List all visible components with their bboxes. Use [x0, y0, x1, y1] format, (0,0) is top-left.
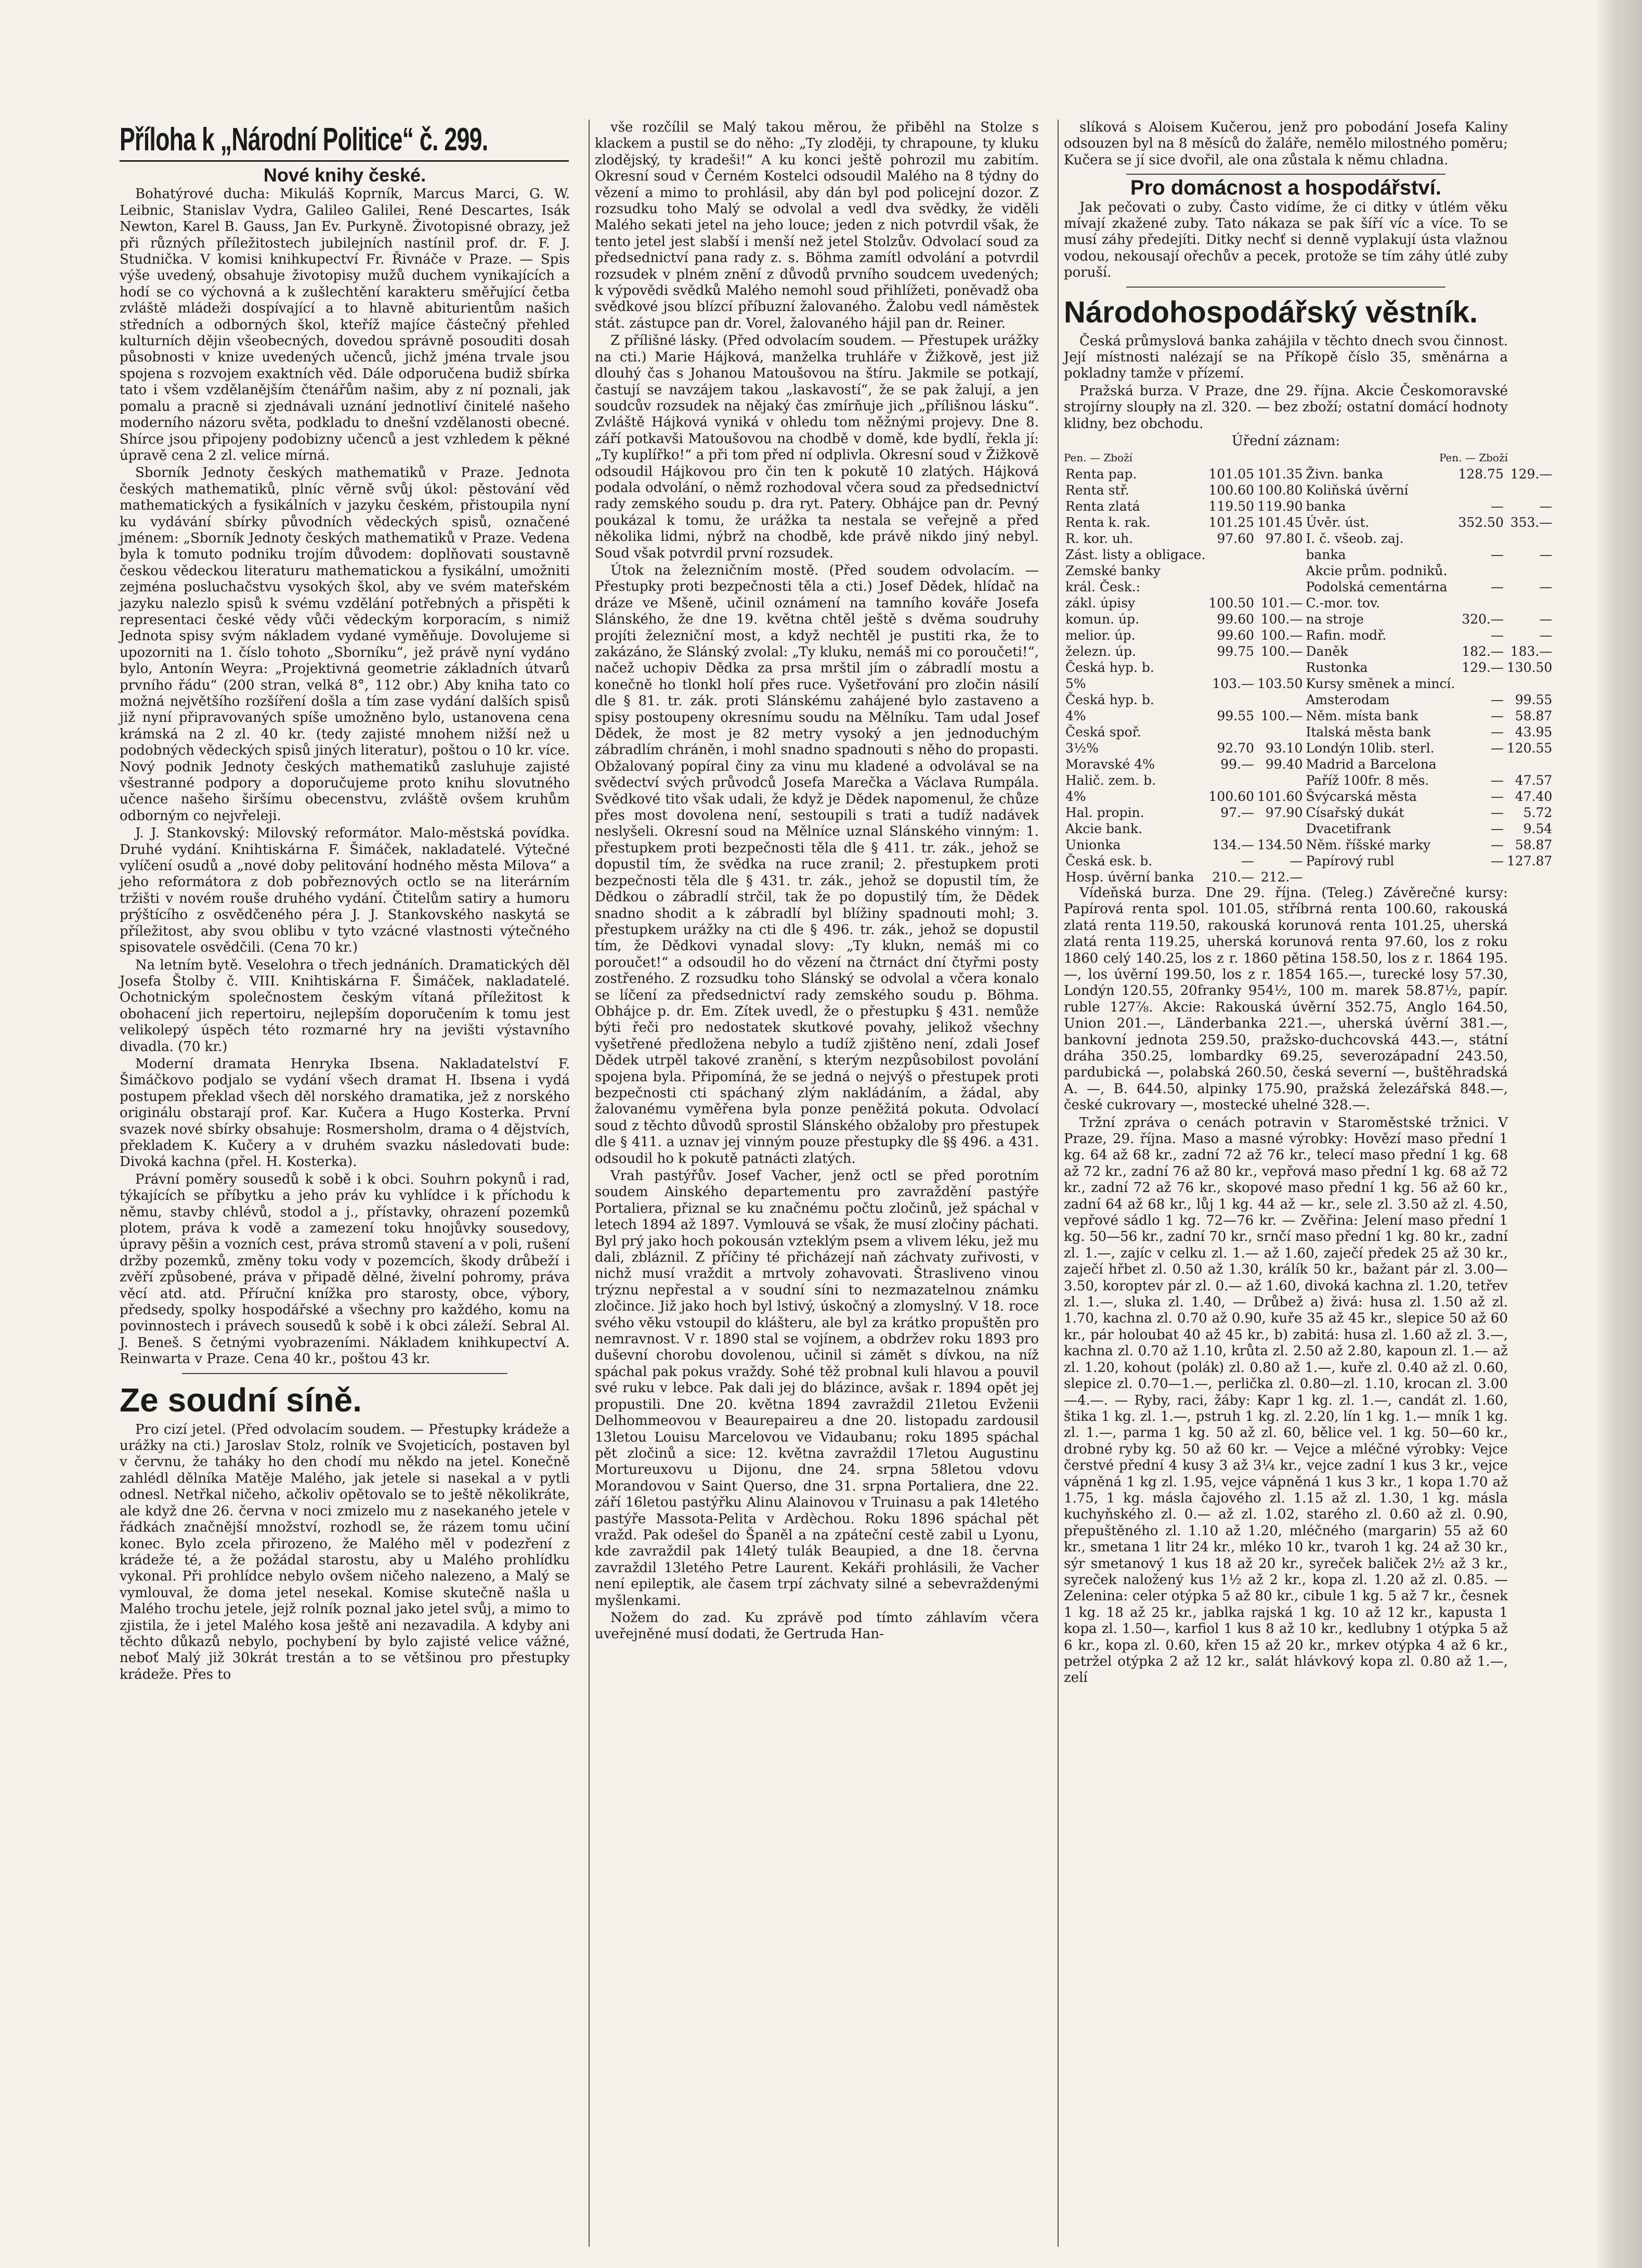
exchange-table: [1064, 466, 1554, 885]
table-cell: 103.—: [1212, 676, 1255, 691]
table-cell: 99.—: [1220, 756, 1255, 772]
table-cell: —: [1539, 547, 1553, 562]
table-cell: 99.55: [1515, 692, 1553, 707]
table-cell: R. kor. uh.: [1065, 530, 1133, 546]
table-cell: Unionka: [1065, 837, 1121, 852]
table-cell: [1207, 772, 1256, 788]
table-cell: [1457, 869, 1505, 885]
table-cell: 352.50: [1458, 514, 1504, 530]
section-title-economy: Národohospodářský věstník.: [1064, 295, 1478, 329]
table-cell: na stroje: [1306, 611, 1364, 627]
table-cell: banka: [1306, 498, 1346, 514]
table-cell: —: [1539, 627, 1553, 643]
table-cell: 119.50: [1208, 498, 1255, 514]
table-cell: [1457, 595, 1505, 611]
table-cell: [1256, 821, 1304, 837]
table-row: [1064, 788, 1554, 805]
table-cell: Renta k. rak.: [1065, 514, 1151, 530]
table-cell: 182.—: [1462, 643, 1504, 659]
table-cell: 97.—: [1220, 805, 1255, 820]
section-divider: [182, 1373, 507, 1374]
table-cell: [1256, 772, 1304, 788]
table-cell: —: [1490, 547, 1504, 562]
table-row: [1064, 514, 1554, 530]
table-cell: 320.—: [1462, 611, 1504, 627]
table-cell: 5%: [1065, 676, 1086, 691]
table-cell: [1256, 563, 1304, 579]
table-cell: [1207, 563, 1256, 579]
table-cell: Podolská cementárna: [1306, 579, 1448, 594]
table-cell: —: [1539, 498, 1553, 514]
table-cell: 100.60: [1208, 788, 1255, 804]
table-cell: 134.50: [1257, 837, 1303, 852]
table-cell: 99.40: [1265, 756, 1303, 772]
table-cell: —: [1490, 692, 1504, 707]
table-cell: 101.25: [1208, 514, 1255, 530]
table-cell: Něm. říšské marky: [1306, 837, 1431, 852]
table-cell: [1207, 547, 1256, 563]
table-cell: Madrid a Barcelona: [1306, 756, 1437, 772]
table-cell: 120.55: [1506, 740, 1553, 756]
table-cell: —: [1490, 788, 1504, 804]
article-paragraph: Pražská burza. V Praze, dne 29. října. Akcie Českomoravské strojírny sloupły na zl. 320. — bez zboží; ostatní domácí hodnoty klidny, bez obchodu.: [1064, 383, 1508, 432]
table-cell: [1505, 482, 1554, 498]
table-sub-left: Pen. — Zboží: [1064, 451, 1133, 464]
article-paragraph: Moderní dramata Henryka Ibsena. Nakladatelství F. Šimáčkovo podjalo se vydání všech dramat H. Ibsena i vydá postupem překlad všech děl norského dramatika, jež z norského originálu obstarají prof. Kar. Kučera a Hugo Kosterka. První svazek nové sbírky obsahuje: Rosmersholm, drama o 4 dějstvích, překladem K. Kučery a v druhém svazku následovati bude: Divoká kachna (přel. H. Kosterka).: [120, 1056, 570, 1170]
table-cell: [1457, 530, 1505, 547]
article-paragraph: Česká průmyslová banka zahájila v těchto dnech svou činnost. Její místnosti nalézají se na Příkopě číslo 35, směnárna a pokladny tamže v přízemí.: [1064, 333, 1508, 382]
table-cell: 100.—: [1260, 708, 1303, 723]
table-cell: —: [1289, 853, 1303, 869]
section-title-books: Nové knihy české.: [263, 164, 426, 186]
table-row: [1064, 821, 1554, 837]
table-row: [1064, 466, 1554, 482]
table-cell: 99.75: [1217, 643, 1255, 659]
table-row: [1064, 837, 1554, 853]
table-cell: [1457, 756, 1505, 772]
table-cell: 93.10: [1265, 740, 1303, 756]
table-cell: 47.57: [1515, 772, 1553, 788]
article-paragraph: Na letním bytě. Veselohra o třech jednáních. Dramatických děl Josefa Štolby č. VIII. Knihtiskárna F. Šimáček, nakladatelé. Ochotnickým společnostem českým vítaná příležitost k obohacení jich repertoiru, nejlepším doporučením k tomu jest velikolepý úspěch této rozmarné hry na jevišti výstavního divadla. (70 kr.): [120, 957, 570, 1055]
table-cell: 99.60: [1217, 611, 1255, 627]
table-cell: Renta zlatá: [1065, 498, 1140, 514]
column-2: [589, 120, 1044, 2247]
table-cell: 9.54: [1523, 821, 1553, 836]
table-cell: 101.—: [1260, 595, 1303, 611]
table-cell: Daněk: [1306, 643, 1348, 659]
table-cell: Rafin. modř.: [1306, 627, 1387, 643]
table-cell: 3½%: [1065, 740, 1099, 756]
article-paragraph: Z přílišné lásky. (Před odvolacím soudem. — Přestupek urážky na cti.) Marie Hájková, manželka truhláře v Žižkově, jest již dlouhý čas s Johanou Matoušovou na štíru. Jakmile se potkají, častují se navzájem takou „laskavostí“, že se pak žalují, a jen soudcův rozsudek na nějaký čas zmírňuje jich „přílišnou lásku“. Zvláště Hájková vyniká v ohledu tom něžnými projevy. Dne 8. září potkavši Matoušovou na chodbě v domě, kde bydlí, řekla jí: „Ty kuplířko!“ a při tom před ní odplivla. Okresní soud v Žižkově odsoudil Hájkovou pro čin ten k pokutě 10 zlatých. Hájková podala odvolání, o němž rozhodoval včera soud za předsednictví rady zemského soudu p. dra ryt. Patery. Obhájce pan dr. Pevný poukázal k tomu, že urážka ta nestala se veřejně a před několika lidmi, nýbrž na chodbě, kde právě nikdo jiný nebyl. Soud však potvrdil první rozsudek.: [595, 333, 1039, 561]
table-cell: 101.45: [1257, 514, 1303, 530]
table-cell: I. č. všeob. zaj.: [1306, 530, 1404, 546]
section-divider: [1126, 174, 1445, 175]
table-cell: železn. úp.: [1065, 643, 1136, 659]
table-cell: Česká hyp. b.: [1065, 692, 1154, 707]
table-row: [1064, 482, 1554, 498]
table-row: [1064, 611, 1554, 627]
table-cell: Švýcarská města: [1306, 788, 1417, 804]
table-cell: komun. úp.: [1065, 611, 1140, 627]
table-cell: —: [1490, 579, 1504, 594]
table-cell: Paříž 100fr. 8 měs.: [1306, 772, 1429, 788]
table-cell: Kursy směnek a mincí.: [1306, 676, 1455, 691]
table-cell: —: [1490, 772, 1504, 788]
article-paragraph: Tržní zpráva o cenách potravin v Staroměstské tržnici. V Praze, 29. října. Maso a masné výrobky: Hovězí maso přední 1 kg. 64 až 68 kr., zadní 72 až 76 kr., telecí maso přední 1 kg. 68 až 72 kr., zadní 76 až 80 kr., vepřová maso přední 1 kg. 68 až 72 kr., zadní 72 až 76 kr., skopové maso přední 1 kg. 56 až 60 kr., zadní 64 až 68 kr., lůj 1 kg. 44 až — kr., sele zl. 3.50 až zl. 4.50, vepřové sádlo 1 kg. 72—76 kr. — Zvěřina: Jelení maso přední 1 kg. 50—56 kr., zadní 70 kr., srnčí maso přední 1 kg. 80 kr., zadní zl. 1.—, zajíc v celku zl. 1.— až 1.60, zaječí předek 25 až 30 kr., zaječí hřbet zl. 0.50 až 1.30, králík 50 kr., bažant pár zl. 3.00—3.50, koroptev pár zl. 0.— až 1.60, divoká kachna zl. 1.20, tetřev zl. 1.—, sluka zl. 1.40, — Drůbež a) živá: husa zl. 1.50 až zl. 1.70, kachna zl. 0.70 až 0.90, kuře 35 až 45 kr., slepice 50 až 60 kr., pár holoubat 40 až 45 kr., b) zabitá: husa zl. 1.60 až zl. 3.—, kachna zl. 0.70 až 1.10, krůta zl. 2.50 až 2.80, kapoun zl. 1.— až zl. 1.20, kohout (polák) zl. 0.80 až 1.—, kuře zl. 0.40 až zl. 0.60, slepice zl. 0.70—1.—, perlička zl. 0.80—zl. 1.10, krocan zl. 3.00—4.—. — Ryby, raci, žáby: Kapr 1 kg. zl. 1.—, candát zl. 1.60, štika 1 kg. zl. 1.—, pstruh 1 kg. zl. 2.20, lín 1 kg. 1.— mník 1 kg. zl. 1.—, parma 1 kg. 50 až zl. 60, bělice vel. 1 kg. 50—60 kr., drobné ryby kg. 50 až 60 kr. — Vejce a mléčné výrobky: Vejce čerstvé přední 4 kusy 3 až 3¼ kr., vejce zadní 1 kus 3 kr., vejce vápněná 1 kg zl. 1.95, vejce vápněná 1 kus 3 kr., 1 kopa 1.70 až 1.75, 1 kg. másla čajového zl. 1.15 až zl. 1.30, 1 kg. másla kuchyňského zl. 0.— až zl. 1.02, starého zl. 0.60 až zl. 0.90, přepuštěného zl. 1.10 až 1.20, mléčného (margarin) 55 až 60 kr., smetana 1 litr 24 kr., mléko 10 kr., tvaroh 1 kg. 24 až 30 kr., sýr smetanový 1 kus 18 až 20 kr., syreček baliček 2½ až 3 kr., syreček naložený kus 1½ až 2 kr., kopa zl. 1.20 až zl. 0.85. — Zelenina: celer otýpka 5 až 80 kr., cibule 1 kg. 5 až 7 kr., česnek 1 kg. 18 až 25 kr., jablka rajská 1 kg. 10 až 12 kr., kapusta 1 kopa zl. 1.50—, karfiol 1 kus 8 až 10 kr., kedlubny 1 otýpka 5 až 6 kr., kopa zl. 0.60, křen 15 až 20 kr., mrkev otýpka 4 až 6 kr., petržel otýpka 2 až 12 kr., salát hlávkový kopa zl. 0.80 až 1.—, zelí: [1064, 1114, 1508, 1686]
table-cell: 130.50: [1506, 659, 1553, 675]
table-cell: [1505, 869, 1554, 885]
article-paragraph: slíková s Aloisem Kučerou, jenž pro pobodání Josefa Kaliny odsouzen byl na 8 měsíců do žaláře, nemělo milostného poměru; Kučera se jí sice dvořil, ale ona zůstala k němu chladna.: [1064, 120, 1508, 168]
table-row: [1064, 659, 1554, 676]
table-cell: král. Česk.:: [1065, 579, 1141, 594]
table-cell: 212.—: [1260, 869, 1303, 885]
table-cell: 128.75: [1458, 466, 1504, 482]
table-cell: 129.—: [1462, 659, 1504, 675]
masthead: Příloha k „Národní Politice“ č. 299.: [120, 120, 569, 162]
table-cell: 4%: [1065, 788, 1086, 804]
table-cell: Česká hyp. b.: [1065, 659, 1154, 675]
table-cell: 100.—: [1260, 627, 1303, 643]
table-row: [1064, 853, 1554, 869]
table-cell: Koliňská úvěrní: [1306, 482, 1409, 498]
table-cell: 127.87: [1506, 853, 1553, 869]
article-paragraph: Nožem do zad. Ku zprávě pod tímto záhlavím včera uveřejněné musí dodati, že Gertruda Han-: [595, 1610, 1039, 1642]
table-cell: [1256, 547, 1304, 563]
table-cell: [1505, 756, 1554, 772]
table-cell: [1505, 676, 1554, 692]
table-cell: 99.60: [1217, 627, 1255, 643]
table-cell: 100.60: [1208, 482, 1255, 498]
table-cell: [1457, 563, 1505, 579]
table-cell: [1256, 724, 1304, 740]
table-cell: [1207, 659, 1256, 676]
table-cell: [1505, 563, 1554, 579]
table-cell: Renta stř.: [1065, 482, 1129, 498]
article-paragraph: Právní poměry sousedů k sobě i k obci. Souhrn pokynů i rad, týkajících se příbytku a jeho práv ku vyhlídce i k příchodu k němu, stavby chlévů, stodol a j., přístavky, ohrazení pozemků plotem, práva k vodě a zamezení toku hnojůvky sousedovy, úpravy pěšin a vozních cest, práva stromů stavení a v poli, rušení držby pozemků, změny toku vody v pozemcích, škody drůbeží i zvěří způsobené, práva v připadě dělné, živelní pohromy, práva věcí atd. atd. Příruční knížka pro starosty, obce, výbory, předsedy, spolky hospodářské a všechny pro každého, komu na povinnostech i právech sousedů k sobě i k obci záleží. Sebral Al. J. Beneš. S četnými vyobrazeními. Nákladem knihkupectví A. Reinwarta v Praze. Cena 40 kr., poštou 43 kr.: [120, 1171, 570, 1367]
table-cell: 100.80: [1257, 482, 1303, 498]
table-cell: Hal. propin.: [1065, 805, 1144, 820]
table-cell: [1505, 595, 1554, 611]
page-edge-shadow: [1595, 0, 1642, 2268]
table-cell: 43.95: [1515, 724, 1553, 740]
table-cell: —: [1490, 805, 1504, 820]
table-row: [1064, 692, 1554, 708]
table-cell: melior. úp.: [1065, 627, 1136, 643]
article-paragraph: Útok na železničním mostě. (Před soudem odvolacím. — Přestupky proti bezpečnosti těla a cti.) Josef Dědek, hlídač na dráze ve Mšeně, učinil oznámení na tamního kováře Josefa Slánského, že dne 19. května chtěl ještě s dvěma soudruhy projíti železniční most, a když nechtěl je pustiti rka, že to zakázáno, že Slánský zvolal: „Ty kluku, nemáš mi co poroučeti!“, načež uchopiv Dědka za prsa mrštil jím o zábradlí mostu a konečně ho tlonkl holí přes ruce. Vyšetřování pro zločin násilí dle § 81. tr. zák. proti Slánskému zahájené bylo zastaveno a spisy postoupeny okresnímu soudu na Mělníku. Tam udal Josef Dědek, že most je 82 metry vysoký a jen jednoduchým zábradlím chráněn, i mohl snadno spadnouti s něho do propasti. Obžalovaný popíral činy za vinu mu kladené a odvolával se na svědectví svých průvodců Josefa Marečka a Václava Rumpála. Svědkové tito však udali, že když je Dědek napomenul, že chůze přes most dovolena není, sestoupili s trati a tudíž nadávek neslyšeli. Okresní soud na Mělníce uznal Slánského vinným: 1. přestupkem proti bezpečnosti těla dle § 411. tr. zák., jehož se dopustil tím, že svědka na ruce zranil; 2. přestupkem proti bezpečnosti těla dle § 431. tr. zák., jehož se dopustil tím, že Dědkou o zábradlí strčil, tak že po dopustilý tím, že Dědek snadno shodit a k zábradlí byl blížiny spadnouti mohl; 3. přestupkem urážky na cti dle § 496. tr. zák., jehož se dopustil tím, že Dědkovi vynadal slovy: „Ty klukn, nemáš mi co poroučet!“ a odsoudil ho do vězení na čtrnáct dní čtyřmi posty zostřeného. Z rozsudku toho Slánský se odvolal a včera konalo se líčení za předsednictví rady zemského soudu p. Böhma. Obhájce p. dr. Em. Zítek uvedl, že o přestupku § 431. nemůže býti řeči pro nedostatek skutkové povahy, jelikož všechny vyšetřené předložena nebylo a tudíž zjištěno není, zdali Josef Dědek utrpěl takové zranění, s kterým nezpůsobilost povolání spojena byla. Připomíná, že se jedná o nejvýš o přestupek proti bezpečnosti cti spáchaný zlým nakládáním, a žádal, aby žalovanému vyměřena byla ponze peněžitá pokuta. Odvolací soud z těchto důvodů sprostil Slánského obžaloby pro přestupek dle § 411. a uznav jej vinným pouze přestupky dle §§ 496. a 431. odsoudil ho k pokutě patnácti zlatých.: [595, 562, 1039, 1167]
table-row: [1064, 805, 1554, 821]
table-cell: 5.72: [1523, 805, 1553, 820]
table-row: [1064, 563, 1554, 579]
table-cell: Rustonka: [1306, 659, 1368, 675]
table-cell: Zást. listy a obligace.: [1065, 547, 1206, 562]
article-paragraph: Sborník Jednoty českých mathematiků v Praze. Jednota českých mathematiků, plníc věrně svůj úkol: pěstování věd mathematických a fysikálních v jazyku českém, přistoupila nyní ku vydávání sbírky původních vědeckých spisů, označené jménem: „Sborník Jednoty českých mathematiků v Praze. Vedena byla k tomuto podniku trojím důvodem: doplňovati soustavně českou vědeckou literaturu mathematickou a fysikální, umožniti zejména posluchačstvu vysokých škol, aby ve svém mateřském jazyku nalezlo spisů k svému vzdělání potřebných a přispěti k representaci české vědy vůči vědeckým korporacím, s nimiž Jednota spisy svým nákladem vydané vyměňuje. Dovolujeme si upozorniti na 1. číslo tohoto „Sborníku“, jež právě nyní vydáno bylo, Antonín Weyra: „Projektivná geometrie základních útvarů prvního řádu“ (200 stran, velká 8°, 112 obr.) Aby kniha tato co možná největšího rozšíření došla a tím zase vydání dalších spisů již nyní připravovaných spíše umožněno bylo, ustanovena cena krámská na 2 zl. 40 kr. (tedy zajisté mnohem nižší než u podobných vědeckých spisů jiných literatur), poštou o 10 kr. více. Nový podnik Jednoty českých mathematiků zasluhuje zajisté všestranné podpory a doporučujeme proto knihu slovutného učence našeho širšímu obecenstvu, zvláště ovšem kruhům odborným co nejvřeleji.: [120, 465, 570, 824]
table-cell: Renta pap.: [1065, 466, 1137, 482]
table-cell: —: [1490, 498, 1504, 514]
table-cell: —: [1490, 708, 1504, 723]
table-cell: Halič. zem. b.: [1065, 772, 1156, 788]
table-cell: 103.50: [1257, 676, 1303, 691]
table-cell: Císařský dukát: [1306, 805, 1404, 820]
table-cell: [1256, 659, 1304, 676]
section-title-court: Ze soudní síně.: [120, 1381, 362, 1419]
column-1: [120, 120, 575, 2247]
table-title: Úřední záznam:: [1231, 433, 1340, 449]
table-cell: —: [1490, 627, 1504, 643]
table-cell: [1207, 692, 1256, 708]
table-row: [1064, 627, 1554, 643]
table-cell: Něm. místa bank: [1306, 708, 1418, 723]
table-cell: 97.90: [1265, 805, 1303, 820]
table-row: [1064, 740, 1554, 756]
table-cell: 100.50: [1208, 595, 1255, 611]
table-cell: —: [1490, 853, 1504, 869]
table-row: [1064, 756, 1554, 772]
article-paragraph: vše rozčílil se Malý takou měrou, že přiběhl na Stolze s klackem a pustil se do něho: „Ty zloději, ty chrapoune, ty kluku zlodějský, ty kradeši!“ A ku konci ještě pohrozil mu zabitím. Okresní soud v Černém Kostelci odsoudil Malého na 8 týdny do vězení a mimo to prohlásil, aby dán byl pod policejní dozor. Z rozsudku toho Malý se odvolal a vedl dva svědky, že viděli Malého sekati jetel na jeho louce; jeden z nich potvrdil však, že tento jetel jest slabší i menší než jetel Stolzův. Odvolací soud za předsednictví pana rady z. s. Böhma zamítl odvolání a potvrdil rozsudek v plném znění z důvodů prvního soudcem uvedených; k výpovědi svědků Malého nemohl soud přihlížeti, poněvadž oba svědkové jsou blízcí příbuzní žalovaného. Žalobu vedl náměstek stát. zástupce pan dr. Vorel, žalovaného hájil pan dr. Reiner.: [595, 120, 1039, 331]
table-cell: 129.—: [1510, 466, 1553, 482]
table-row: [1064, 708, 1554, 724]
table-cell: 97.60: [1217, 530, 1255, 546]
table-cell: banka: [1306, 547, 1346, 562]
table-row: [1064, 869, 1554, 885]
table-cell: [1256, 579, 1304, 595]
table-cell: Papírový rubl: [1306, 853, 1395, 869]
table-cell: Akcie bank.: [1065, 821, 1143, 836]
column-3: [1058, 120, 1553, 2247]
article-paragraph: Vrah pastýřův. Josef Vacher, jenž octl se před porotním soudem Ainského departementu pro zavraždění pastýře Portaliera, přiznal se ku značnému počtu zločinů, jež spáchal v letech 1894 až 1897. Vymlouvá se však, že musí zločiny páchati. Byl prý jako hoch pokousán vzteklým psem a vlivem léku, jež mu dali, zbláznil. Z příčiny té přicházejí naň záchvaty zuřivosti, v nichž musí vraždit a mrtvoly zohavovati. Štrasliveno vinou trýznu nepřestal a v soudní síni to nezmazatelnou známku zločince. Již jako hoch byl lstivý, úskočný a zlomyslný. V 18. roce svého věku vstoupil do klášteru, ale byl za krátko propuštěn pro nemravnost. V r. 1890 stal se vojínem, a obdržev roku 1893 pro duševní chorobu dovolenou, učinil si zámět s dívkou, na níž spáchal pak pokus vraždy. Sohé těž probnal kuli hlavou a pouvil své ruku v lebce. Pak dali jej do blázince, avšak r. 1894 opět jej propustili. Dne 20. května 1894 zavraždil 21letou Evženii Delhommeovou v Beaurepaireu a dne 20. listopadu zardousil 13letou Louisu Marcelovou ve Vidaubanu; roku 1895 spáchal pět zločinů a sice: 12. května zavraždil 17letou Augustinu Mortureuxovu u Dijonu, dne 24. srpna 58letou vdovu Morandovou v Saint Querso, dne 31. srpna Portaliera, dne 22. září 16letou pastýřku Alinu Alainovou v Truinasu a pak 14letého pastýře Massota-Pelita v Ardèchou. Roku 1896 spáchal pět vražd. Pak odešel do Španěl a na zpáteční cestě zabil u Lyonu, kde zavraždil pak 14letý tulák Beaupied, a dne 18. června zavraždil 13letého Petre Laurent. Kekáři prohlásili, že Vacher není epileptik, ale časem trpí záchvaty silné a sebevraždenými myšlenkami.: [595, 1168, 1039, 1609]
article-paragraph: J. J. Stankovský: Milovský reformátor. Malo-městská povídka. Druhé vydání. Knihtiskárna F. Šimáček, nakladatelé. Výtečné vylíčení osudů a „nové doby pelitování hodného města Milova“ a jeho reformátora z dob pobřeznových octlo se na literárním tržišti v novém rouše druhého vydání. Čtitelům satiry a humoru prýštícího z osvědčeného péra J. J. Stankovského naskytá se příležitost, aby svou oblibu v tyto vzácné vlastnosti výtečného spisovatele osvědčili. (Cena 70 kr.): [120, 825, 570, 956]
table-cell: C.-mor. tov.: [1306, 595, 1380, 611]
table-sub-right: Pen. — Zboží: [1439, 451, 1508, 464]
table-row: [1064, 530, 1554, 547]
table-row: [1064, 643, 1554, 659]
table-cell: [1457, 676, 1505, 692]
table-cell: 99.55: [1217, 708, 1255, 723]
table-cell: [1207, 821, 1256, 837]
table-cell: [1207, 724, 1256, 740]
table-cell: Amsterodam: [1306, 692, 1390, 707]
table-cell: Hosp. úvěrní banka: [1065, 869, 1194, 885]
table-cell: Úvěr. úst.: [1306, 514, 1370, 530]
table-row: [1064, 676, 1554, 692]
table-cell: 47.40: [1515, 788, 1553, 804]
table-cell: —: [1539, 579, 1553, 594]
table-cell: 183.—: [1510, 643, 1553, 659]
table-cell: 58.87: [1515, 837, 1553, 852]
table-cell: 210.—: [1212, 869, 1255, 885]
columns: [120, 120, 1592, 2247]
table-cell: [1305, 869, 1457, 885]
table-cell: Zemské banky: [1065, 563, 1161, 578]
table-row: [1064, 595, 1554, 611]
article-paragraph: Vídeňská burza. Dne 29. října. (Teleg.) Závěrečné kursy: Papírová renta spol. 101.05, stříbrná renta 100.60, rakouská zlatá renta 119.50, rakouská korunová renta 101.25, uherská zlatá renta 119.25, uherská korunová renta 97.60, los z roku 1860 celý 140.25, los z r. 1860 pětina 158.50, los z r. 1864 195.—, los úvěrní 199.50, los z r. 1854 165.—, turecké losy 57.30, Londýn 120.55, 20franky 954½, 100 m. marek 58.87½, papír. ruble 127⅞. Akcie: Rakouská úvěrní 352.75, Anglo 164.50, Union 201.—, Länderbanka 221.—, uherská úvěrní 381.—, bankovní jednota 259.50, pražsko-duchcovská 443.—, státní dráha 350.25, lombardky 69.25, severozápadní 243.50, pardubická —, polabská 260.50, česká severní —, buštěhradská A. —, B. 644.50, alpinky 175.90, pražská železářská 848.—, české cukrovary —, mostecké uhelné 328.—.: [1064, 885, 1508, 1113]
table-cell: —: [1490, 821, 1504, 836]
table-cell: [1207, 579, 1256, 595]
table-cell: —: [1490, 740, 1504, 756]
table-cell: Živn. banka: [1306, 466, 1384, 482]
table-cell: [1505, 530, 1554, 547]
table-cell: Dvacetifrank: [1306, 821, 1391, 836]
table-subheader: [1064, 450, 1508, 466]
article-paragraph: Bohatýrové ducha: Mikuláš Koprník, Marcus Marci, G. W. Leibnic, Stanislav Vydra, Galileo Galilei, René Descartes, Isák Newton, Karel B. Gauss, Jan Ev. Purkyně. Životopisné obrazy, jež při různých příležitostech jubilejních nastínil prof. dr. F. J. Studnička. V komisi knihkupectví Fr. Řivnáče v Praze. — Spis výše uvedený, obsahuje životopisy mužů duchem vynikajících a hodí se co výchovná a k zušlechtění karakteru směřující četba zvláště mládeži dospívající a to hlavně abiturientům našich středních a odborných škol, kteříž majíce částečný přehled kulturních dějin všeobecných, dovedou správně posouditi dosah působnosti v knize uvedených učenců, jichž jména trvale jsou spojena s rozvojem exaktních věd. Dále odporučena budiž sbírka tato i všem vzdělanějším čtenářům našim, aby z ní poznali, jak pomalu a pracně si zjednávali uznání jednotliví činitelé našeho moderního názoru světa, podkladu to dnešní vzdělanosti obecné. Shírce jsou připojeny podobizny učenců a jest vzhledem k pěkné úpravě cena 2 zl. velice mírná.: [120, 186, 570, 463]
table-cell: —: [1490, 837, 1504, 852]
table-cell: Akcie prům. podniků.: [1306, 563, 1448, 578]
table-cell: 101.60: [1257, 788, 1303, 804]
table-cell: 101.35: [1257, 466, 1303, 482]
table-cell: 97.80: [1265, 530, 1303, 546]
table-cell: 100.—: [1260, 611, 1303, 627]
table-cell: Česká esk. b.: [1065, 853, 1153, 869]
table-cell: 4%: [1065, 708, 1086, 723]
table-row: [1064, 579, 1554, 595]
table-cell: 101.05: [1208, 466, 1255, 482]
table-cell: [1457, 482, 1505, 498]
table-cell: [1256, 692, 1304, 708]
article-paragraph: Jak pečovati o zuby. Často vidíme, že ci ditky v útlém věku mívají zkažené zuby. Tato nákaza se pak šíří víc a více. To se musí záhy předejíti. Ditky nechť si denně vyplakují ústa vlažnou vodou, nekousají ořechův a pecek, protože se tím záhy útlé zuby poruší.: [1064, 199, 1508, 281]
table-cell: 58.87: [1515, 708, 1553, 723]
table-cell: —: [1539, 611, 1553, 627]
table-cell: —: [1241, 853, 1255, 869]
table-cell: Moravské 4%: [1065, 756, 1155, 772]
table-cell: 100.—: [1260, 643, 1303, 659]
table-row: [1064, 772, 1554, 788]
table-row: [1064, 547, 1554, 563]
table-cell: Londýn 10lib. sterl.: [1306, 740, 1435, 756]
table-cell: 134.—: [1212, 837, 1255, 852]
table-cell: zákl. úpisy: [1065, 595, 1136, 611]
table-cell: 92.70: [1217, 740, 1255, 756]
table-cell: Česká spoř.: [1065, 724, 1141, 740]
section-divider: [1126, 287, 1445, 288]
table-cell: —: [1490, 724, 1504, 740]
table-cell: Italská města bank: [1306, 724, 1431, 740]
section-title-home: Pro domácnost a hospodářství.: [1130, 176, 1441, 200]
table-cell: 119.90: [1257, 498, 1303, 514]
table-cell: 353.—: [1510, 514, 1553, 530]
table-row: [1064, 724, 1554, 740]
article-paragraph: Pro cizí jetel. (Před odvolacím soudem. — Přestupky krádeže a urážky na cti.) Jaroslav Stolz, rolník ve Svojeticích, postaven byl v červnu, že taháky ho den chodí mu někdo na jetel. Konečně zahlédl dělníka Matěje Malého, jak jetele si nasekal a v pytli odnesl. Netřkal ničeho, ačkoliv opětovalo se to ještě několikráte, ale když dne 26. června v noci zmizelo mu z nasekaného jetele v řádkách značnější množství, rozhodl se, že rázem tomu učiní konec. Bylo zcela přirozeno, že Malého měl v podezření z krádeže té, a že požádal starostu, aby u Malého prohlídku vykonal. Při prohlídce nebylo ovšem ničeho nalezeno, a Malý se vymlouval, že doma jetel nesekal. Komise skutečně našla u Malého trochu jetele, jejž rolník poznal jako jetel svůj, a mimo to zjistila, že i jetel Malého kosa ještě ani nezavadila. A kdyby ani těchto důkazů nebylo, pochybení by bylo zajisté velice vážné, neboť Malý již 30krát trestán a to se většinou pro přestupky krádeže. Přes to: [120, 1421, 570, 1682]
table-row: [1064, 498, 1554, 514]
